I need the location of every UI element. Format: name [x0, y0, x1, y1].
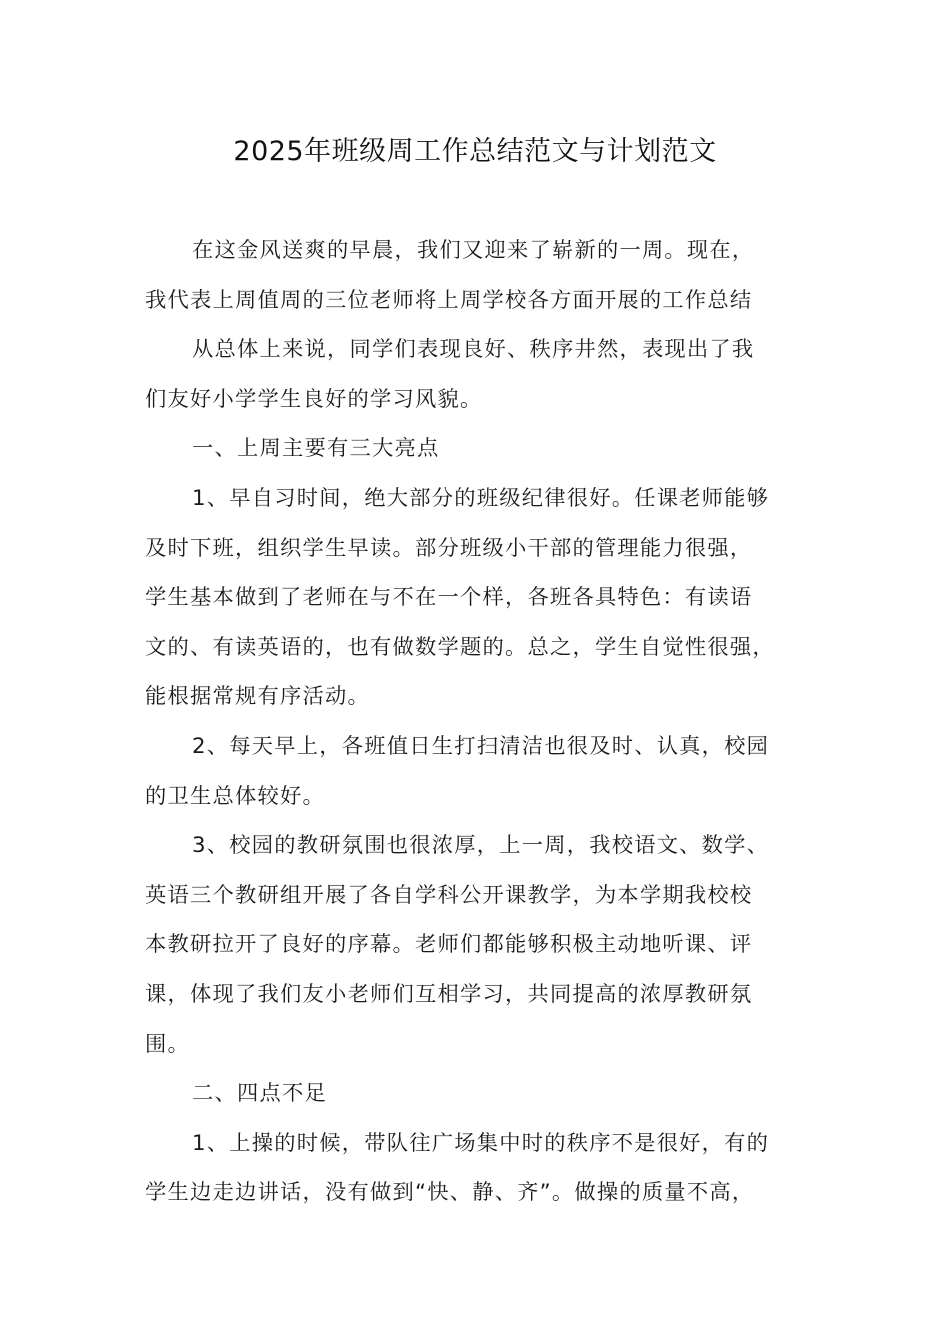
text-line: 在这金风送爽的早晨，我们又迎来了崭新的一周。现在，	[192, 238, 755, 263]
text-line: 围。	[145, 1031, 190, 1057]
text-line: 的卫生总体较好。	[145, 783, 325, 809]
text-line: 学生基本做到了老师在与不在一个样，各班各具特色：有读语	[145, 585, 753, 611]
text-line: 我代表上周值周的三位老师将上周学校各方面开展的工作总结	[145, 287, 753, 313]
text-line: 3、校园的教研氛围也很浓厚，上一周，我校语文、数学、	[192, 833, 770, 859]
text-line: 文的、有读英语的，也有做数学题的。总之，学生自觉性很强，	[145, 634, 775, 660]
document-body	[145, 226, 835, 1218]
text-line: 二、四点不足	[192, 1081, 327, 1107]
text-line: 们友好小学学生良好的学习风貌。	[145, 386, 483, 412]
text-line: 本教研拉开了良好的序幕。老师们都能够积极主动地听课、评	[145, 932, 753, 958]
document-title: 2025年班级周工作总结范文与计划范文	[233, 136, 717, 167]
text-line: 及时下班，组织学生早读。部分班级小干部的管理能力很强，	[145, 535, 753, 561]
text-line: 从总体上来说，同学们表现良好、秩序井然，表现出了我	[192, 337, 755, 363]
text-line: 能根据常规有序活动。	[145, 684, 370, 710]
text-line: 英语三个教研组开展了各自学科公开课教学，为本学期我校校	[145, 882, 753, 908]
text-line: 1、上操的时候，带队往广场集中时的秩序不是很好，有的	[192, 1130, 770, 1156]
text-line: 学生边走边讲话，没有做到“快、静、齐”。做操的质量不高，	[145, 1180, 755, 1206]
text-line: 课，体现了我们友小老师们互相学习，共同提高的浓厚教研氛	[145, 981, 753, 1007]
text-line: 一、上周主要有三大亮点	[192, 436, 440, 462]
text-line: 1、早自习时间，绝大部分的班级纪律很好。任课老师能够	[192, 485, 770, 511]
text-line: 2、每天早上，各班值日生打扫清洁也很及时、认真，校园	[192, 733, 770, 759]
